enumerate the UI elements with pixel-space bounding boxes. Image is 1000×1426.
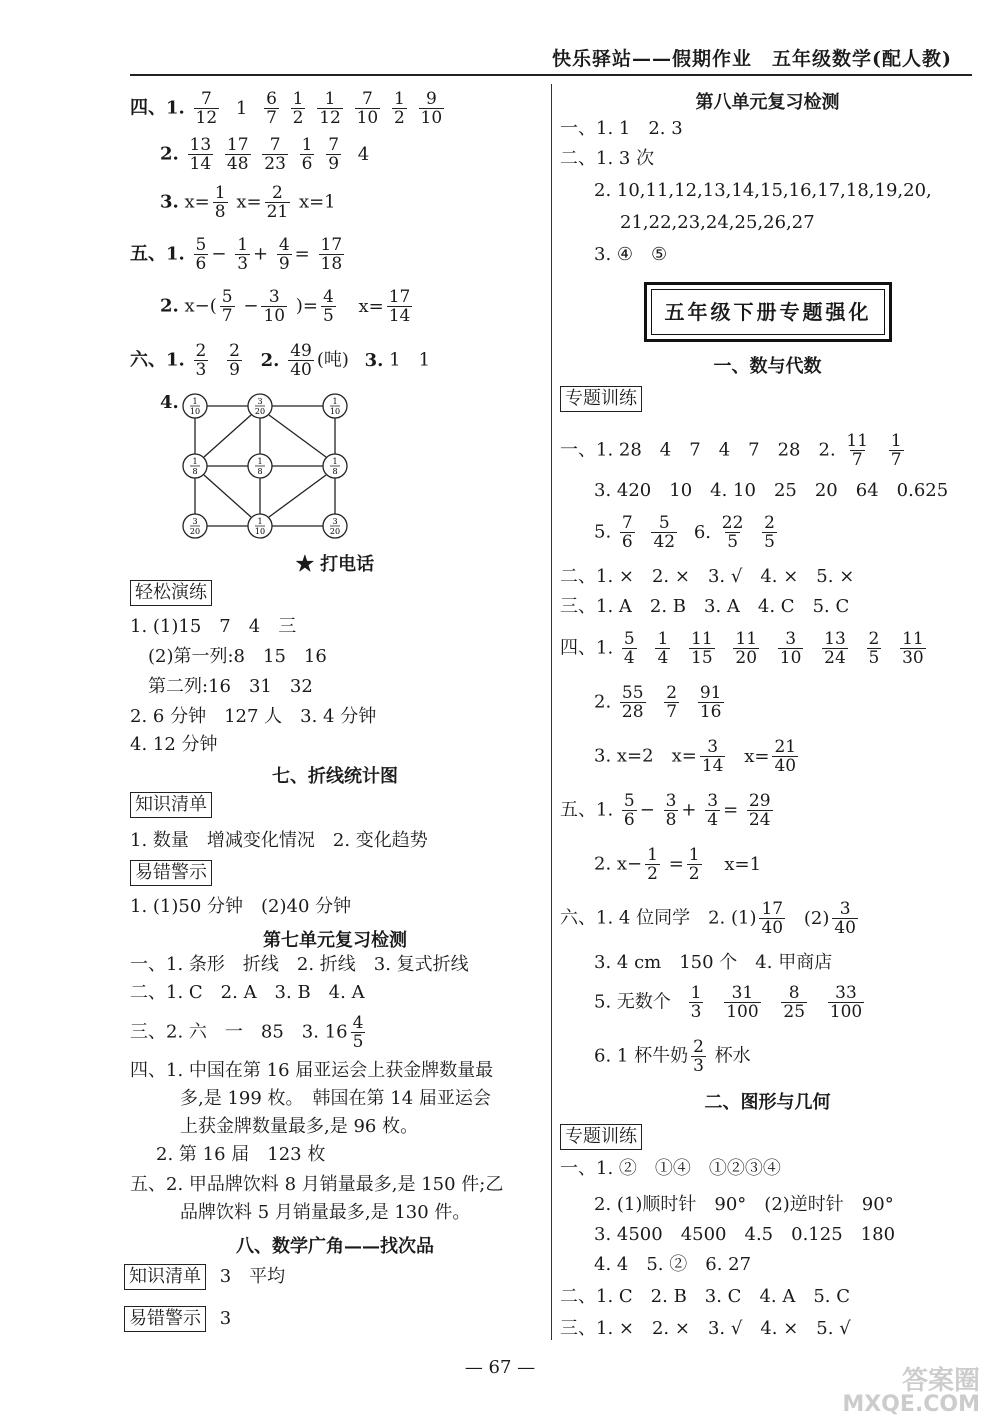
u7-l1: 1. 数量 增减变化情况 2. 变化趋势: [130, 830, 428, 851]
geo-l3: 3. 4500 4500 4.5 0.125 180: [594, 1224, 896, 1245]
na-r12: 3. 4 cm 150 个 4. 甲商店: [594, 952, 833, 973]
fraction: $\frac{3}{10}$: [263, 287, 286, 326]
header-rule: [130, 74, 972, 76]
fraction: $\frac{11}{7}$: [846, 431, 869, 470]
na-r2: 3. 420 10 4. 10 25 20 64 0.625: [594, 480, 949, 501]
fraction: $\frac{7}{23}$: [264, 135, 286, 174]
fraction: $\frac{7}{10}$: [356, 89, 379, 128]
svg-text:1: 1: [192, 457, 198, 466]
fraction: $\frac{3}{10}$: [779, 629, 802, 668]
geo-l6: 三、1. × 2. × 3. √ 4. × 5. √: [560, 1318, 851, 1339]
fraction: $\frac{3}{40}$: [834, 899, 856, 938]
fraction: $\frac{13}{24}$: [824, 629, 846, 668]
na-r14: 6. 1 杯牛奶 $\frac{2}{3}$ 杯水: [594, 1037, 751, 1076]
fraction: $\frac{2}{7}$: [666, 683, 678, 722]
svg-text:1: 1: [192, 397, 198, 406]
fraction: $\frac{2}{5}$: [868, 629, 880, 668]
fraction: $\frac{4}{5}$: [322, 287, 334, 326]
fraction: $\frac{1}{3}$: [237, 235, 249, 274]
na-r5: 三、1. A 2. B 3. A 4. C 5. C: [560, 596, 850, 617]
fraction: $\frac{8}{25}$: [783, 983, 806, 1022]
phone-l2: (2)第一列:8 15 16: [148, 646, 327, 667]
fraction: $\frac{1}{8}$: [214, 183, 226, 222]
mistake-box-label-2: 易错警示: [124, 1306, 206, 1332]
na-r8: 3. x=2 x= $\frac{3}{14}$ x= $\frac{21}{40}$: [594, 737, 797, 776]
header-title: 快乐驿站——假期作业 五年级数学(配人教): [552, 48, 952, 70]
training-box-label-2: 专题训练: [560, 1124, 642, 1150]
fraction: $\frac{1}{12}$: [319, 89, 341, 128]
phone-box-label: 轻松演练: [130, 580, 212, 606]
fraction: $\frac{5}{42}$: [653, 513, 676, 552]
s5-row2: 2. x−( $\frac{5}{7}$ − $\frac{3}{10}$ )= $\frac{4}{5}$ x= $\frac{17}{14}$: [160, 287, 411, 326]
number-grid-diagram: [180, 386, 350, 546]
u8r-l5: 3. ④ ⑤: [594, 244, 668, 265]
fraction: $\frac{13}{14}$: [189, 135, 212, 174]
u7r-l8: 五、2. 甲品牌饮料 8 月销量最多,是 150 件;乙: [130, 1174, 504, 1195]
geo-l5: 二、1. C 2. B 3. C 4. A 5. C: [560, 1286, 851, 1307]
fraction: $\frac{5}{7}$: [221, 287, 233, 326]
phone-title: ★ 打电话: [295, 554, 375, 575]
svg-text:8: 8: [192, 467, 198, 476]
fraction: $\frac{49}{40}$: [290, 341, 312, 380]
fraction: $\frac{1}{6}$: [301, 135, 313, 174]
s4-row1: 四、1. $\frac{7}{12}$ 1 $\frac{6}{7}$ $\frac{1}{2}$ $\frac{1}{12}$ $\frac{7}{10}$ $\frac{1}{2}$ $\frac{9}{10}$: [130, 89, 443, 128]
na-r9: 五、1. $\frac{5}{6}$ − $\frac{3}{8}$ + $\frac{3}{4}$ = $\frac{29}{24}$: [560, 791, 771, 830]
phone-l5: 4. 12 分钟: [130, 734, 218, 755]
fraction: $\frac{2}{3}$: [693, 1037, 704, 1076]
mistake-box-label: 易错警示: [130, 860, 212, 886]
fraction: $\frac{3}{14}$: [701, 737, 724, 776]
geo-box-row: [560, 1124, 650, 1150]
diagram-node: [183, 514, 207, 538]
fraction: $\frac{9}{10}$: [420, 89, 443, 128]
unit8-title: 八、数学广角——找次品: [236, 1236, 434, 1257]
diagram-node: [248, 514, 272, 538]
fraction: $\frac{1}{3}$: [690, 983, 702, 1022]
s5-row1: 五、1. $\frac{5}{6}$ − $\frac{1}{3}$ + $\frac{4}{9}$ = $\frac{17}{18}$: [130, 235, 343, 274]
diagram-node: [323, 514, 347, 538]
u8r-l2: 二、1. 3 次: [560, 148, 655, 169]
watermark-url: MXQE.COM: [842, 1392, 980, 1417]
knowledge-box-label-2: 知识清单: [124, 1264, 206, 1290]
fraction: $\frac{1}{2}$: [688, 845, 700, 884]
u7-l2: 1. (1)50 分钟 (2)40 分钟: [130, 896, 352, 917]
fraction: $\frac{1}{4}$: [657, 629, 669, 668]
unit7-review-title: 第七单元复习检测: [263, 930, 407, 951]
u8r-l4: 21,22,23,24,25,26,27: [620, 212, 815, 233]
s6-row1: 六、1. $\frac{2}{3}$ $\frac{2}{9}$ 2. $\frac{49}{40}$ (吨) 3. 1 1: [130, 341, 431, 380]
fraction: $\frac{5}{4}$: [623, 629, 635, 668]
geo-title: 二、图形与几何: [704, 1092, 831, 1113]
fraction: $\frac{2}{9}$: [229, 341, 240, 380]
na-r11: 六、1. 4 位同学 2. (1) $\frac{17}{40}$ (2) $\frac{3}{40}$: [560, 899, 856, 938]
u7r-l2: 二、1. C 2. A 3. B 4. A: [130, 982, 365, 1003]
svg-text:3: 3: [192, 517, 198, 526]
fraction: $\frac{11}{30}$: [902, 629, 924, 668]
u8r-l3: 2. 10,11,12,13,14,15,16,17,18,19,20,: [594, 180, 932, 201]
svg-text:3: 3: [257, 397, 263, 406]
fraction: $\frac{3}{4}$: [707, 791, 719, 830]
s6-row4: 4.: [160, 392, 179, 413]
u7r-l7: 2. 第 16 届 123 枚: [156, 1144, 326, 1165]
svg-text:20: 20: [329, 527, 341, 536]
fraction: $\frac{7}{9}$: [328, 135, 340, 174]
phone-l1: 1. (1)15 7 4 三: [130, 616, 297, 637]
geo-l2: 2. (1)顺时针 90° (2)逆时针 90°: [594, 1194, 894, 1215]
diagram-node: [248, 454, 272, 478]
u8-row1: 知识清单 3 平均: [124, 1264, 285, 1290]
svg-text:20: 20: [189, 527, 201, 536]
svg-text:8: 8: [257, 467, 263, 476]
na-r3: 5. $\frac{7}{6}$ $\frac{5}{42}$ 6. $\frac{22}{5}$ $\frac{2}{5}$: [594, 513, 775, 552]
fraction: $\frac{7}{12}$: [195, 89, 218, 128]
svg-text:3: 3: [332, 517, 338, 526]
fraction: $\frac{6}{7}$: [266, 89, 277, 128]
diagram-node: [248, 394, 272, 418]
svg-text:1: 1: [257, 457, 263, 466]
fraction: $\frac{17}{18}$: [320, 235, 343, 274]
fraction: $\frac{21}{40}$: [774, 737, 797, 776]
fraction: $\frac{2}{5}$: [764, 513, 775, 552]
page-header: [0, 0, 1000, 80]
phone-l3: 第二列:16 31 32: [148, 676, 313, 697]
na-r13: 5. 无数个 $\frac{1}{3}$ $\frac{31}{100}$ $\frac{8}{25}$ $\frac{33}{100}$: [594, 983, 863, 1022]
u7r-l6: 上获金牌数量最多,是 96 枚。: [180, 1116, 419, 1137]
u7r-l9: 品牌饮料 5 月销量最多,是 130 件。: [180, 1202, 471, 1223]
fraction: $\frac{91}{16}$: [699, 683, 722, 722]
fraction: $\frac{11}{20}$: [735, 629, 758, 668]
special-topic-title: 五年级下册专题强化: [651, 289, 885, 335]
u8-row2: 易错警示 3: [124, 1306, 231, 1332]
na-r4: 二、1. × 2. × 3. √ 4. × 5. ×: [560, 566, 855, 587]
diagram-node: [183, 394, 207, 418]
svg-text:8: 8: [332, 467, 338, 476]
phone-box-row: [130, 580, 220, 606]
fraction: $\frac{1}{7}$: [890, 431, 902, 470]
u7r-l4: 四、1. 中国在第 16 届亚运会上获金牌数量最: [130, 1060, 494, 1081]
geo-l4: 4. 4 5. ② 6. 27: [594, 1254, 752, 1275]
numalg-box-row: [560, 386, 650, 412]
unit8-review-title: 第八单元复习检测: [695, 92, 840, 113]
watermark-logo: 答案圈: [901, 1366, 980, 1396]
fraction: $\frac{5}{6}$: [195, 235, 207, 274]
u8r-l1: 一、1. 1 2. 3: [560, 118, 683, 139]
svg-text:10: 10: [329, 407, 341, 416]
unit7-title: 七、折线统计图: [272, 766, 398, 787]
diagram-node: [183, 454, 207, 478]
training-box-label: 专题训练: [560, 386, 642, 412]
fraction: $\frac{3}{8}$: [665, 791, 677, 830]
numalg-title: 一、数与代数: [713, 356, 822, 377]
phone-l4: 2. 6 分钟 127 人 3. 4 分钟: [130, 706, 377, 727]
fraction: $\frac{31}{100}$: [726, 983, 759, 1022]
u7-box1-row: [130, 792, 220, 818]
na-r10: 2. x− $\frac{1}{2}$ = $\frac{1}{2}$ x=1: [594, 845, 762, 884]
u7-box2-row: [130, 860, 220, 886]
fraction: $\frac{2}{3}$: [195, 341, 207, 380]
fraction: $\frac{4}{9}$: [278, 235, 290, 274]
fraction: $\frac{29}{24}$: [748, 791, 771, 830]
svg-text:20: 20: [254, 407, 266, 416]
na-r1: 一、1. 28 4 7 4 7 28 2. $\frac{11}{7}$ $\frac{1}{7}$: [560, 431, 902, 470]
fraction: $\frac{17}{48}$: [226, 135, 249, 174]
svg-text:1: 1: [332, 397, 338, 406]
fraction: $\frac{4}{5}$: [352, 1013, 364, 1052]
special-topic-banner: [644, 282, 892, 342]
fraction: $\frac{2}{21}$: [266, 183, 289, 222]
s4-row3: 3. x= $\frac{1}{8}$ x= $\frac{2}{21}$ x=1: [160, 183, 336, 222]
na-r6: 四、1. $\frac{5}{4}$ $\frac{1}{4}$ $\frac{11}{15}$ $\frac{11}{20}$ $\frac{3}{10}$ $\frac{13}{24}$ $\frac{2}{5}$ $\frac{11}{30}$: [560, 629, 924, 668]
u7r-l5: 多,是 199 枚。 韩国在第 14 届亚运会: [180, 1088, 491, 1109]
fraction: $\frac{1}{2}$: [292, 89, 304, 128]
u7r-l1: 一、1. 条形 折线 2. 折线 3. 复式折线: [130, 954, 469, 975]
fraction: $\frac{33}{100}$: [829, 983, 863, 1022]
fraction: $\frac{1}{2}$: [393, 89, 405, 128]
fraction: $\frac{22}{5}$: [721, 513, 744, 552]
s4-row2: 2. $\frac{13}{14}$ $\frac{17}{48}$ $\frac{7}{23}$ $\frac{1}{6}$ $\frac{7}{9}$ 4: [160, 135, 370, 174]
svg-text:10: 10: [254, 527, 266, 536]
geo-l1: 一、1. ② ①④ ①②③④: [560, 1158, 781, 1179]
svg-text:1: 1: [257, 517, 263, 526]
page-number: — 67 —: [464, 1357, 536, 1378]
fraction: $\frac{7}{6}$: [621, 513, 633, 552]
svg-text:1: 1: [332, 457, 338, 466]
fraction: $\frac{11}{15}$: [691, 629, 713, 668]
column-divider: [551, 84, 552, 1340]
diagram-node: [323, 394, 347, 418]
u7r-l3: 三、2. 六 一 85 3. 16 $\frac{4}{5}$: [130, 1013, 364, 1052]
fraction: $\frac{5}{6}$: [623, 791, 635, 830]
knowledge-box-label: 知识清单: [130, 792, 212, 818]
fraction: $\frac{17}{40}$: [761, 899, 784, 938]
fraction: $\frac{17}{14}$: [388, 287, 411, 326]
na-r7: 2. $\frac{55}{28}$ $\frac{2}{7}$ $\frac{91}{16}$: [594, 683, 722, 722]
fraction: $\frac{55}{28}$: [621, 683, 644, 722]
svg-text:10: 10: [189, 407, 201, 416]
diagram-node: [323, 454, 347, 478]
fraction: $\frac{1}{2}$: [647, 845, 658, 884]
